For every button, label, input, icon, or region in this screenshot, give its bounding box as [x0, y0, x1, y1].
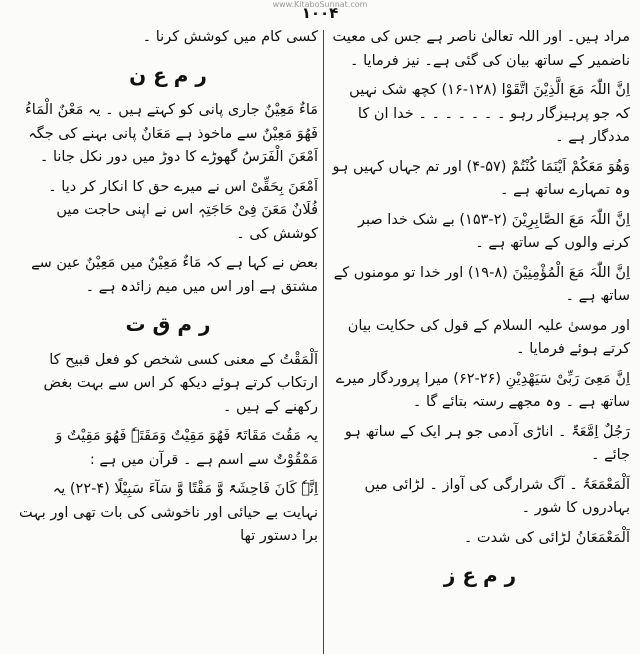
paragraph: اِنَّ مَعِیَ رَبِّیْ سَیَھْدِیْنِ (۲۶-۶۲) میرا پروردگار میرے ساتھ ہے ۔ وہ مجھے رستہ بتائے گا ۔ [335, 370, 630, 410]
paragraph: مَاءٌ مَعِیْنٌ جاری پانی کو کہتے ہیں ۔ یہ مَعْنٌ الْمَاءُ فَھُوَ مَعِیْنٌ سے ماخوذ ہے مَعَانٌ پانی بہنے کی جگہ اَمْعَنَ الْفَرَسُ گھوڑے کا دوڑ میں دور نکل جانا ۔ [24, 102, 318, 165]
section-heading: ر م ق ت [125, 312, 211, 336]
left-column [18, 26, 318, 654]
paragraph: اِنَّ اللّٰہَ مَعَ الصَّابِرِیْنَ (۲-۱۵۳) بے شک خدا صبر کرنے والوں کے ساتھ ہے ۔ [358, 211, 630, 251]
right-column [330, 26, 630, 654]
paragraph: اِنَّہٗ کَانَ فَاحِشَۃً وَّ مَقْتًا وَّ سَآءَ سَبِیْلًا (۴-۲۲) یہ نہایت بے حیائی اور ناخوشی کی بات تھی اور بہت برا دستور تھا [19, 481, 318, 544]
page-number: ۱۰۰۴ [301, 4, 339, 22]
paragraph: یہ مَقُتَ مَقَاتَۃً فَھُوَ مَقِیْتٌ وَمَقَتَہٗ فَھُوَ مَقِیْتٌ وَ مَمْقُوْتٌ سے اسم ہے ۔ قرآن میں ہے : [55, 428, 318, 468]
paragraph: بعض نے کہا ہے کہ مَاءٌ مَعِیْنٌ میں مَعِیْنٌ عین سے مشتق ہے اور اس میں میم زائدہ ہے ۔ [31, 255, 318, 295]
paragraph: رَجُلٌ اِمَّعَۃٌ ۔ اناڑی آدمی جو ہر ایک کے ساتھ ہو جائے ۔ [344, 423, 630, 463]
paragraph: وَھُوَ مَعَکُمْ اَیْنَمَا کُنْتُمْ (۵۷-۴) اور تم جہاں کہیں ہو وہ تمہارے ساتھ ہے ۔ [332, 158, 630, 198]
paragraph: اور موسیٰ علیہ السلام کے قول کی حکایت بیان کرتے ہوئے فرمایا ۔ [347, 317, 630, 357]
section-heading: ر م ع ز [443, 563, 517, 587]
paragraph: اِنَّ اللّٰہَ مَعَ الْمُؤْمِنِیْنَ (۸-۱۹) اور خدا تو مومنوں کے ساتھ ہے ۔ [333, 264, 630, 304]
watermark-url: www.KitaboSunnat.com [272, 0, 368, 9]
paragraph: اَمْعَنَ بِحَقِّیْ اس نے میرے حق کا انکار کر دیا ۔ فُلَانٌ مَعَنَ فِیْ حَاجَتِہٖ اس نے اپنی حاجت میں کوشش کی ۔ [48, 178, 318, 242]
paragraph: مراد ہیں۔ اور اللہ تعالیٰ ناصر ہے جس کی معیت ناضمیر کے ساتھ بیان کی گئی ہے۔ نیز فرمایا ۔ [332, 29, 630, 69]
column-divider [323, 30, 324, 654]
paragraph: کسی کام میں کوشش کرنا ۔ [142, 29, 318, 45]
section-heading: ر م ع ن [129, 62, 207, 87]
paragraph: اَلْمَعْمَعَۃُ ۔ آگ شرارگی کی آواز ۔ لڑائی میں بہادروں کا شور ۔ [364, 476, 630, 516]
paragraph: اِنَّ اللّٰہَ مَعَ الَّذِیْنَ اتَّقَوْا (۱۲۸-۱۶) کچھ شک نہیں کہ جو پرہیزگار رہو ۔ ۔ ۔ ۔ ۔ ۔ ۔ خدا ان کا مددگار ہے ۔ [349, 82, 630, 145]
paragraph: اَلْمَقْتُ کے معنی کسی شخص کو فعل قبیح کا ارتکاب کرتے ہوئے دیکھ کر اس سے بہت بغض رکھنے کے ہیں ۔ [43, 351, 318, 415]
paragraph: اَلْمَعْمَعَانُ لڑائی کی شدت ۔ [463, 529, 630, 546]
